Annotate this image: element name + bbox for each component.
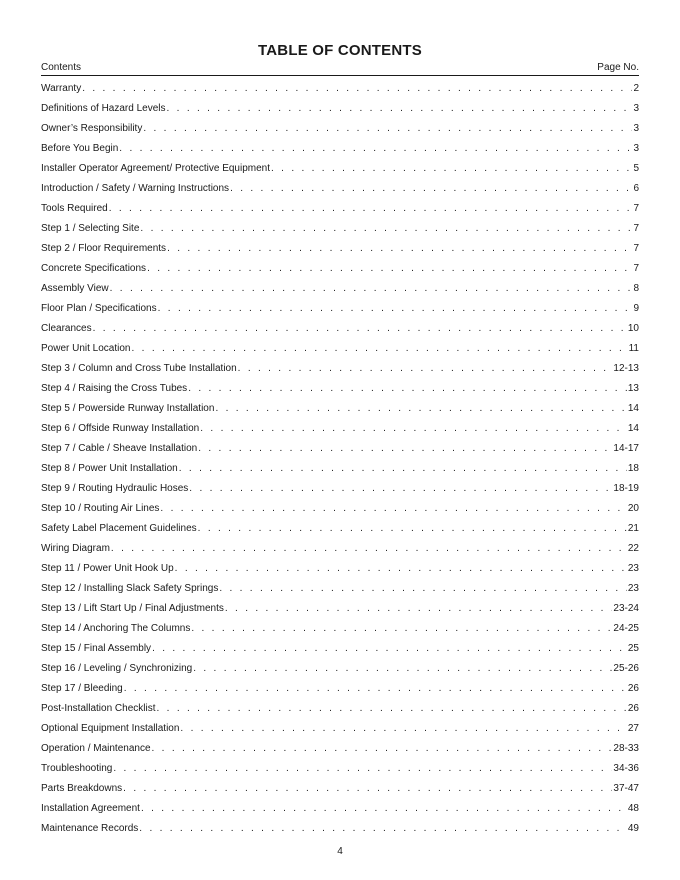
toc-entry — [41, 382, 639, 402]
toc-entry — [41, 602, 639, 622]
toc-entry — [41, 302, 639, 322]
dot-leader — [109, 202, 633, 216]
dot-leader — [193, 662, 612, 676]
dot-leader — [110, 282, 633, 296]
toc-entry-page: 11 — [628, 343, 639, 354]
toc-entry — [41, 242, 639, 262]
toc-entry — [41, 762, 639, 782]
toc-entry — [41, 462, 639, 482]
toc-entry-page: 9 — [633, 303, 639, 314]
toc-entry-page: 23-24 — [613, 603, 639, 614]
toc-entry-page: 3 — [633, 103, 639, 114]
toc-entry-label: Owner’s Responsibility — [41, 123, 143, 134]
toc-entry — [41, 102, 639, 122]
toc-entry-page: 21 — [627, 523, 639, 534]
toc-entry-label: Before You Begin — [41, 143, 119, 154]
toc-entry — [41, 702, 639, 722]
toc-entry — [41, 562, 639, 582]
toc-entry — [41, 682, 639, 702]
toc-entry-page: 7 — [633, 243, 639, 254]
toc-entry-label: Tools Required — [41, 203, 108, 214]
page-number: 4 — [337, 846, 343, 857]
toc-entry-label: Troubleshooting — [41, 763, 113, 774]
toc-entry-label: Concrete Specifications — [41, 263, 147, 274]
dot-leader — [141, 802, 627, 816]
dot-leader — [82, 82, 632, 96]
toc-entry-label: Step 4 / Raising the Cross Tubes — [41, 383, 188, 394]
dot-leader — [188, 382, 627, 396]
toc-entry — [41, 222, 639, 242]
toc-entry-page: 8 — [633, 283, 639, 294]
toc-entry — [41, 822, 639, 842]
toc-entry-label: Wiring Diagram — [41, 543, 110, 554]
toc-entry-label: Maintenance Records — [41, 823, 139, 834]
toc-entry-label: Step 14 / Anchoring The Columns — [41, 623, 191, 634]
dot-leader — [160, 502, 626, 516]
toc-entry — [41, 742, 639, 762]
toc-entry — [41, 322, 639, 342]
toc-entry-label: Step 5 / Powerside Runway Installation — [41, 403, 215, 414]
toc-entry-label: Step 2 / Floor Requirements — [41, 243, 167, 254]
dot-leader — [167, 242, 632, 256]
toc-entry-page: 7 — [633, 203, 639, 214]
toc-entry-label: Installer Operator Agreement/ Protective Equipment — [41, 163, 271, 174]
dot-leader — [215, 402, 626, 416]
dot-leader — [113, 762, 612, 776]
toc-entry-page: 23 — [627, 563, 639, 574]
toc-entry-page: 10 — [627, 323, 639, 334]
toc-entry — [41, 542, 639, 562]
toc-entry-label: Optional Equipment Installation — [41, 723, 180, 734]
toc-entry-page: 23 — [627, 583, 639, 594]
toc-entry-label: Floor Plan / Specifications — [41, 303, 157, 314]
dot-leader — [200, 422, 627, 436]
toc-entry-label: Installation Agreement — [41, 803, 140, 814]
toc-entry-page: 3 — [633, 143, 639, 154]
toc-entry — [41, 162, 639, 182]
dot-leader — [124, 682, 627, 696]
toc-entry-label: Post-Installation Checklist — [41, 703, 156, 714]
toc-entry-label: Warranty — [41, 83, 82, 94]
toc-entry-page: 13 — [627, 383, 639, 394]
toc-header — [41, 62, 639, 76]
toc-entry-page: 7 — [633, 263, 639, 274]
toc-entry — [41, 362, 639, 382]
toc-entry-page: 24-25 — [613, 623, 639, 634]
dot-leader — [119, 142, 632, 156]
toc-entry-page: 3 — [633, 123, 639, 134]
toc-entry — [41, 582, 639, 602]
toc-entry — [41, 262, 639, 282]
toc-entry — [41, 642, 639, 662]
toc-entry-page: 22 — [627, 543, 639, 554]
dot-leader — [198, 442, 612, 456]
toc-entry-page: 28-33 — [613, 743, 639, 754]
toc-entry-label: Step 9 / Routing Hydraulic Hoses — [41, 483, 189, 494]
toc-entry — [41, 202, 639, 222]
toc-entry-page: 14 — [627, 423, 639, 434]
toc-entry — [41, 442, 639, 462]
dot-leader — [179, 462, 627, 476]
dot-leader — [230, 182, 632, 196]
toc-entry-page: 7 — [633, 223, 639, 234]
dot-leader — [198, 522, 627, 536]
toc-entry-label: Step 13 / Lift Start Up / Final Adjustments — [41, 603, 224, 614]
dot-leader — [167, 102, 633, 116]
toc-entry-label: Safety Label Placement Guidelines — [41, 523, 197, 534]
toc-entry — [41, 142, 639, 162]
dot-leader — [271, 162, 632, 176]
dot-leader — [158, 302, 633, 316]
toc-entry-label: Step 7 / Cable / Sheave Installation — [41, 443, 198, 454]
dot-leader — [225, 602, 613, 616]
toc-entry-label: Step 8 / Power Unit Installation — [41, 463, 178, 474]
toc-entry-page: 25 — [627, 643, 639, 654]
toc-entry-page: 49 — [627, 823, 639, 834]
dot-leader — [180, 722, 626, 736]
dot-leader — [191, 622, 612, 636]
toc-entry-label: Step 3 / Column and Cross Tube Installation — [41, 363, 237, 374]
toc-entry — [41, 502, 639, 522]
dot-leader — [111, 542, 627, 556]
toc-entry-page: 12-13 — [613, 363, 639, 374]
toc-entry — [41, 522, 639, 542]
dot-leader — [139, 822, 627, 836]
toc-entry — [41, 182, 639, 202]
contents-column-header: Contents — [41, 62, 82, 73]
toc-entry-label: Power Unit Location — [41, 343, 131, 354]
toc-entry-label: Step 12 / Installing Slack Safety Springs — [41, 583, 219, 594]
toc-entry — [41, 722, 639, 742]
toc-entry — [41, 342, 639, 362]
dot-leader — [132, 342, 628, 356]
toc-entry — [41, 122, 639, 142]
dot-leader — [219, 582, 627, 596]
toc-entry-page: 14-17 — [613, 443, 639, 454]
toc-entry-label: Step 17 / Bleeding — [41, 683, 123, 694]
dot-leader — [152, 742, 613, 756]
dot-leader — [238, 362, 613, 376]
toc-entry-page: 34-36 — [613, 763, 639, 774]
toc-entry-label: Clearances — [41, 323, 92, 334]
toc-entry — [41, 482, 639, 502]
dot-leader — [157, 702, 627, 716]
toc-entry-page: 25-26 — [613, 663, 639, 674]
toc-entry-label: Assembly View — [41, 283, 109, 294]
toc-entry-label: Step 16 / Leveling / Synchronizing — [41, 663, 193, 674]
toc-entry-page: 27 — [627, 723, 639, 734]
dot-leader — [123, 782, 612, 796]
toc-entry — [41, 282, 639, 302]
toc-entry-page: 6 — [633, 183, 639, 194]
toc-entry-page: 26 — [627, 703, 639, 714]
toc-entry — [41, 422, 639, 442]
dot-leader — [175, 562, 627, 576]
toc-entry-label: Step 10 / Routing Air Lines — [41, 503, 160, 514]
toc-entry — [41, 622, 639, 642]
toc-entry-page: 48 — [627, 803, 639, 814]
page-no-column-header: Page No. — [597, 62, 639, 73]
dot-leader — [143, 122, 632, 136]
toc-entry-page: 2 — [633, 83, 639, 94]
dot-leader — [189, 482, 612, 496]
toc-entry-label: Step 6 / Offside Runway Installation — [41, 423, 200, 434]
toc-entry-label: Parts Breakdowns — [41, 783, 123, 794]
table-of-contents — [41, 82, 639, 842]
toc-entry-label: Definitions of Hazard Levels — [41, 103, 166, 114]
toc-entry — [41, 782, 639, 802]
toc-entry-page: 18-19 — [613, 483, 639, 494]
toc-entry — [41, 402, 639, 422]
toc-entry — [41, 662, 639, 682]
toc-entry-page: 5 — [633, 163, 639, 174]
toc-entry-label: Step 15 / Final Assembly — [41, 643, 152, 654]
dot-leader — [140, 222, 632, 236]
toc-entry-label: Step 11 / Power Unit Hook Up — [41, 563, 174, 574]
toc-entry — [41, 802, 639, 822]
toc-entry-page: 14 — [627, 403, 639, 414]
toc-entry-page: 37-47 — [613, 783, 639, 794]
toc-entry — [41, 82, 639, 102]
dot-leader — [93, 322, 627, 336]
toc-entry-page: 18 — [627, 463, 639, 474]
toc-entry-page: 20 — [627, 503, 639, 514]
toc-entry-label: Step 1 / Selecting Site — [41, 223, 140, 234]
toc-entry-page: 26 — [627, 683, 639, 694]
toc-entry-label: Introduction / Safety / Warning Instructions — [41, 183, 230, 194]
dot-leader — [147, 262, 632, 276]
dot-leader — [152, 642, 627, 656]
page-title: TABLE OF CONTENTS — [258, 42, 422, 59]
toc-entry-label: Operation / Maintenance — [41, 743, 151, 754]
